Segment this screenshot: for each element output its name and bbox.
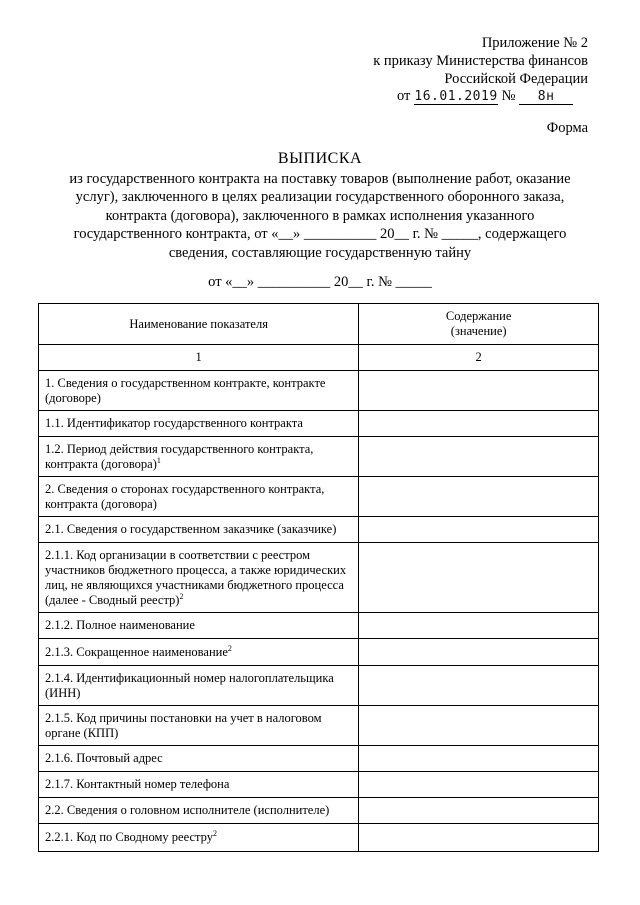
row-label: 1. Сведения о государственном контракте, контракте (договоре)	[39, 371, 359, 411]
row-value-cell	[359, 639, 599, 666]
title-line-5: сведения, составляющие государственную тайну	[168, 244, 472, 261]
header-content-line2: (значение)	[450, 324, 507, 338]
row-label: 1.1. Идентификатор государственного контракта	[39, 411, 359, 437]
table-row	[39, 517, 599, 543]
table-row	[39, 371, 599, 411]
row-label: 2.1.6. Почтовый адрес	[39, 746, 359, 772]
title-line-3: контракта (договора), заключенного в рамках исполнения указанного	[105, 207, 535, 224]
row-value-cell	[359, 371, 599, 411]
title-line-1: из государственного контракта на поставку товаров (выполнение работ, оказание	[69, 170, 571, 187]
row-value-cell	[359, 613, 599, 639]
table-row	[39, 411, 599, 437]
row-value-cell	[359, 477, 599, 517]
row-value-cell	[359, 798, 599, 824]
row-value-cell	[359, 543, 599, 613]
table-row	[39, 772, 599, 798]
title-main: ВЫПИСКА	[277, 150, 363, 167]
order-prefix: от	[397, 88, 411, 104]
row-value-cell	[359, 437, 599, 477]
row-value-cell	[359, 666, 599, 706]
appendix-number: Приложение № 2	[481, 35, 588, 51]
indicators-table	[38, 303, 599, 852]
row-value-cell	[359, 824, 599, 852]
form-label: Форма	[546, 120, 588, 136]
row-label: 2.1.2. Полное наименование	[39, 613, 359, 639]
table-header-row	[39, 304, 599, 345]
header-content	[359, 304, 599, 345]
row-value-cell	[359, 746, 599, 772]
header-indicator-name: Наименование показателя	[39, 304, 359, 345]
order-date: 16.01.2019	[414, 89, 498, 104]
title-line-2: услуг), заключенного в целях реализации государственного оборонного заказа,	[75, 189, 565, 205]
table-row	[39, 543, 599, 613]
row-label: 1.2. Период действия государственного контракта, контракта (договора)$^1$	[39, 437, 359, 477]
row-value-cell	[359, 517, 599, 543]
row-label: 2.1.3. Сокращенное наименование$^2$	[39, 639, 359, 666]
extract-date-line: от «__» __________ 20__ г. № _____	[208, 274, 432, 290]
table-row	[39, 746, 599, 772]
row-value-cell	[359, 706, 599, 746]
header-content-line1: Содержание	[445, 309, 512, 323]
table-row	[39, 798, 599, 824]
title-line-4: государственного контракта, от «__» __________ 20__ г. № _____, содержащего	[73, 226, 567, 242]
table-row	[39, 706, 599, 746]
ministry-name: Российской Федерации	[444, 71, 588, 87]
row-label: 2.1. Сведения о государственном заказчике (заказчике)	[39, 517, 359, 543]
row-label: 2.1.4. Идентификационный номер налогоплательщика (ИНН)	[39, 666, 359, 706]
row-value-cell	[359, 772, 599, 798]
column-number-1: 1	[39, 345, 359, 371]
row-label: 2. Сведения о сторонах государственного контракта, контракта (договора)	[39, 477, 359, 517]
column-number-2: 2	[359, 345, 599, 371]
row-label: 2.1.1. Код организации в соответствии с реестром участников бюджетного процесса, а также юридических лиц, не являющихся участниками бюджетного процесса (далее - Сводный реестр)$^2$	[39, 543, 359, 613]
table-row	[39, 437, 599, 477]
table-row	[39, 824, 599, 852]
row-label: 2.2.1. Код по Сводному реестру$^2$	[39, 824, 359, 852]
order-no-label: №	[501, 88, 516, 104]
table-row	[39, 477, 599, 517]
row-label: 2.1.7. Контактный номер телефона	[39, 772, 359, 798]
appendix-header	[358, 34, 588, 88]
column-number-row	[39, 345, 599, 371]
document-title	[42, 150, 598, 262]
row-label: 2.1.5. Код причины постановки на учет в налоговом органе (КПП)	[39, 706, 359, 746]
order-reference: к приказу Министерства финансов	[373, 53, 588, 69]
row-label: 2.2. Сведения о головном исполнителе (исполнителе)	[39, 798, 359, 824]
table-row	[39, 639, 599, 666]
order-number: 8н	[519, 90, 573, 105]
row-value-cell	[359, 411, 599, 437]
order-date-line	[397, 88, 573, 105]
table-row	[39, 613, 599, 639]
table-row	[39, 666, 599, 706]
